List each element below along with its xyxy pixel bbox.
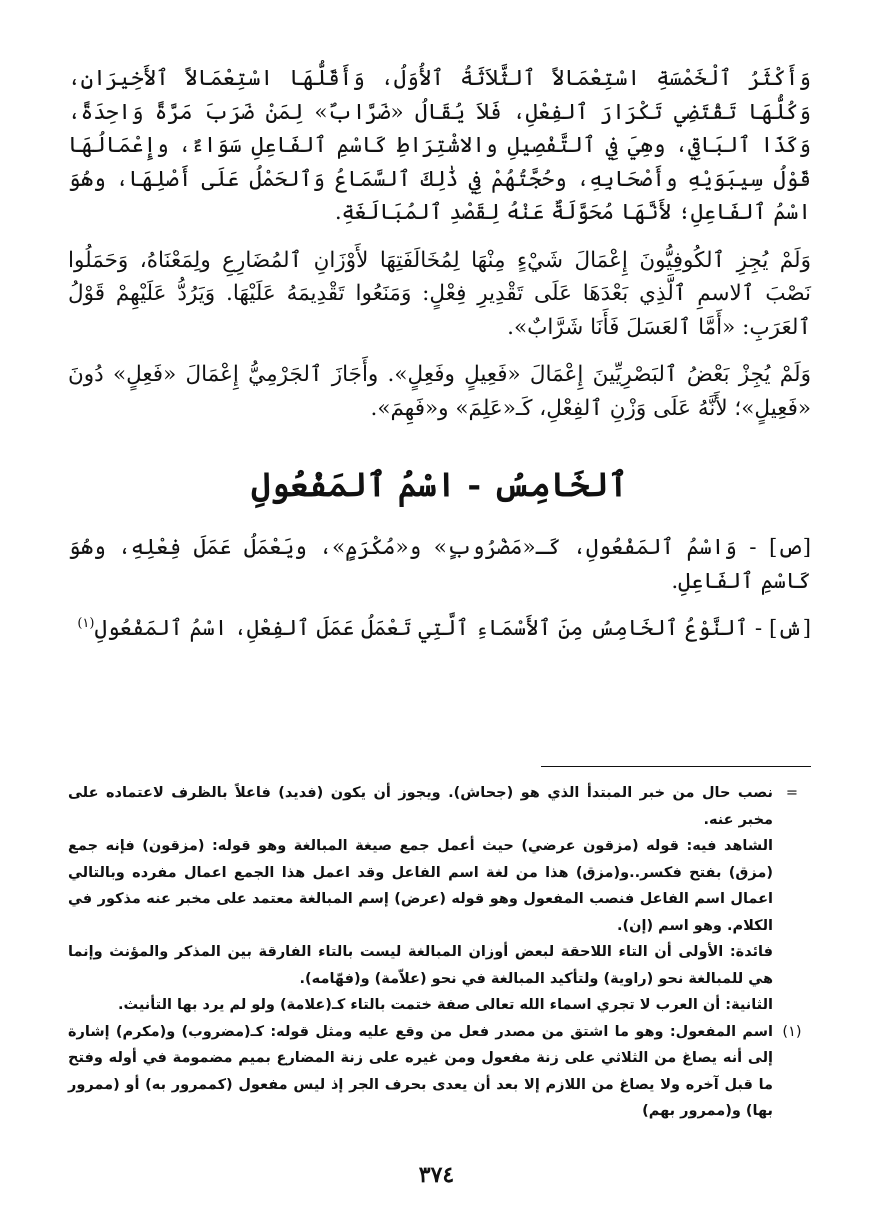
footnote-body — [68, 780, 773, 833]
footnote-body — [68, 833, 773, 939]
footnote-continuation — [68, 780, 811, 833]
footnote-line: اسم المفعول: وهو ما اشتق من مصدر فعل من وقع عليه ومثل قوله: كـ(مضروب) و(مكرم) إشارة إلى أنه يصاغ من الثلاثي على زنة مفعول ومن غيره على زنة المضارع بميم مضمومة في أوله وفتح ما قبل آخره ولا يصاغ من اللازم إلا بعد أن يعدى بحرف الجر إذ ليس مفعول (كممرور به) أو (ممرور بها) و(ممرور بهم) — [68, 1023, 773, 1119]
footnote-marker: (١) — [782, 1023, 802, 1040]
footnote-shahid — [68, 833, 811, 939]
paragraph-3: وَلَمْ يُجِزْ بَعْضُ ٱلبَصْرِيِّينَ إِعْمَالَ «فَعِيلٍ وفَعِلٍ». وأَجَازَ ٱلجَرْمِيُّ إِعْمَالَ «فَعِلٍ» دُونَ «فَعِيلٍ»؛ لأَنَّهُ عَلَى وَزْنِ ٱلفِعْلِ، كَـ«عَلِمَ» و«فَهِمَ». — [68, 362, 811, 421]
footnote-line: فائدة: الأولى أن التاء اللاحقة لبعض أوزان المبالغة ليست بالتاء الفارقة بين المذكر والمؤنث وإنما هي للمبالغة نحو (راوية) ولتأكيد المبالغة في نحو (علاّمة) و(فهّامه). — [68, 944, 773, 987]
footnote-separator — [541, 766, 811, 767]
page-number: ٣٧٤ — [418, 1162, 455, 1188]
footnote-body — [68, 1019, 773, 1125]
matn-block — [68, 531, 811, 646]
footnote-line: نصب حال من خبر المبتدأ الذي هو (جحاش). ويجوز أن يكون (فديد) فاعلاً بالظرف لاعتماده على مخبر عنه. — [68, 785, 773, 828]
paragraph-2: وَلَمْ يُجِزِ ٱلكُوفِيُّونَ إِعْمَالَ شَيْءٍ مِنْهَا لِمُخَالَفَتِهَا لأَوْزَانِ ٱلمُضَارِعِ ولِمَعْنَاهُ، وَحَمَلُوا نَصْبَ ٱلاسمِ ٱلَّذِي بَعْدَهَا عَلَى تَقْدِيرِ فِعْلٍ: وَمَنَعُوا تَقْدِيمَهُ عَلَيْهَا. وَيَرُدُّ عَلَيْهِمْ قَوْلُ ٱلعَرَبِ: «أَمَّا ٱلعَسَلَ فَأَنَا شَرَّابٌ». — [68, 247, 811, 340]
footnotes — [68, 780, 811, 1125]
footnote-body — [68, 939, 773, 1019]
sharh-text: [ش] - ٱلنَّوْعُ ٱلخَامِسُ مِنَ ٱلأَسْمَاءِ ٱلَّتِي تَعْمَلُ عَمَلَ ٱلفِعْلِ، اسْمُ ٱلمَفْعُولِ — [94, 616, 811, 641]
matn-paragraph: [ص] - وَاسْمُ ٱلمَفْعُولِ، كَـ«مَضْرُوبٍ» و«مُكْرَمٍ»، ويَعْمَلُ عَمَلَ فِعْلِهِ، وهُوَ كَاسْمِ ٱلفَاعِلِ. — [68, 535, 811, 594]
section-title: ٱلخَامِسُ - اسْمُ ٱلمَفْعُولِ — [251, 465, 628, 504]
footnote-faida — [68, 939, 811, 1019]
sharh-paragraph — [68, 612, 811, 646]
footnote-line: الشاهد فيه: قوله (مزقون عرضي) حيث أعمل جمع صيغة المبالغة وهو قوله: (مزقون) فإنه جمع (مزق) بفتح فكسر..و(مزق) هذا من لغة اسم الفاعل وقد اعمل هذا الجمع اعمال مفرده وبالتالي اعمال اسم الفاعل فنصب المفعول وهو قوله (عرض) إسم المبالغة معتمد على مخبر عنه مذكور في الكلام. وهو اسم (إن). — [68, 838, 773, 934]
footnote-line: الثانية: أن العرب لا تجري اسماء الله تعالى صفة ختمت بالتاء كـ(علامة) ولو لم يرد بها التأنيث. — [117, 997, 773, 1013]
main-text — [68, 62, 811, 425]
footnote-marker: = — [785, 785, 799, 801]
page-body — [68, 62, 811, 646]
footnote-reference: (١) — [77, 615, 95, 631]
paragraph-1: وَأَكْثَرُ ٱلْخَمْسَةِ اسْتِعْمَالاً ٱلثَّلاَثَةُ ٱلأُوَلُ، وَأَقَلُّهَا اسْتِعْمَالاً ٱلأَخِيرَانِ، وَكُلُّهَا تَقْتَضِي تَكْرَارَ ٱلفِعْلِ، فَلاَ يُقَالُ «ضَرَّابٌ» لِمَنْ ضَرَبَ مَرَّةً وَاحِدَةً، وَكَذَا ٱلبَاقِي، وهِيَ فِي ٱلتَّفْصِيلِ والاشْتِرَاطِ كَاسْمِ ٱلفَاعِلِ سَوَاءٌ، وإِعْمَالُهَا قَوْلُ سِيبَوَيْهِ وأَصْحَابِهِ، وحُجَّتُهُمْ فِي ذَٰلِكَ ٱلسَّمَاعُ وَٱلحَمْلُ عَلَى أَصْلِهَا، وهُوَ اسْمُ ٱلفَاعِلِ؛ لأَنَّهَا مُحَوَّلَةٌ عَنْهُ لِقَصْدِ ٱلمُبَالَغَةِ. — [68, 66, 811, 225]
footnote-1 — [68, 1019, 811, 1125]
